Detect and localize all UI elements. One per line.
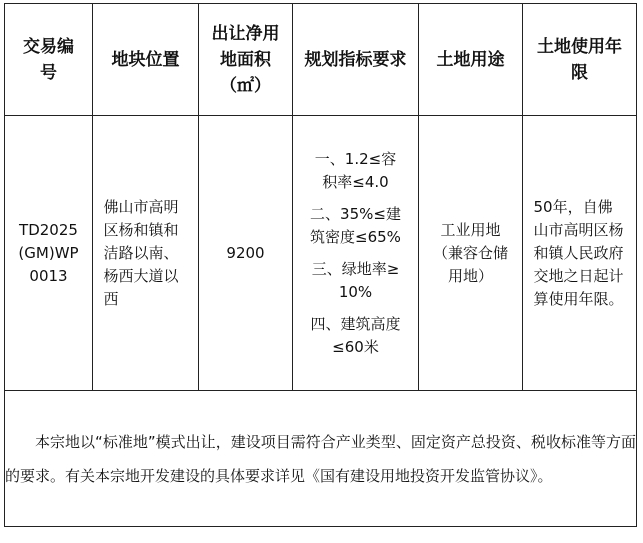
land-transfer-table [4,3,637,527]
table-row [5,116,637,391]
cell-term: 50年，自佛山市高明区杨和镇人民政府交地之日起计算使用年限。 [523,116,637,391]
header-location: 地块位置 [93,4,199,116]
header-area: 出让净用 地面积 （㎡） [199,4,293,116]
cell-area: 9200 [199,116,293,391]
header-code: 交易编 号 [5,4,93,116]
cell-use: 工业用地（兼容仓储用地） [419,116,523,391]
header-row [5,4,637,116]
cell-location: 佛山市高明区杨和镇和洁路以南、杨西大道以西 [93,116,199,391]
header-planning: 规划指标要求 [293,4,419,116]
planning-item-1: 一、1.2≤容 积率≤4.0 [314,149,397,191]
planning-item-4: 四、建筑高度 ≤60米 [310,314,401,356]
cell-planning [293,116,419,391]
header-term: 土地使用年 限 [523,4,637,116]
planning-item-3: 三、绿地率≥ 10% [311,259,400,301]
note-cell: 本宗地以“标准地”模式出让，建设项目需符合产业类型、固定资产总投资、税收标准等方面的要求。有关本宗地开发建设的具体要求详见《国有建设用地投资开发监管协议》。 [5,391,637,527]
note-row [5,391,637,527]
cell-code: TD2025 (GM)WP 0013 [5,116,93,391]
planning-item-2: 二、35%≤建 筑密度≤65% [310,204,401,246]
header-use: 土地用途 [419,4,523,116]
